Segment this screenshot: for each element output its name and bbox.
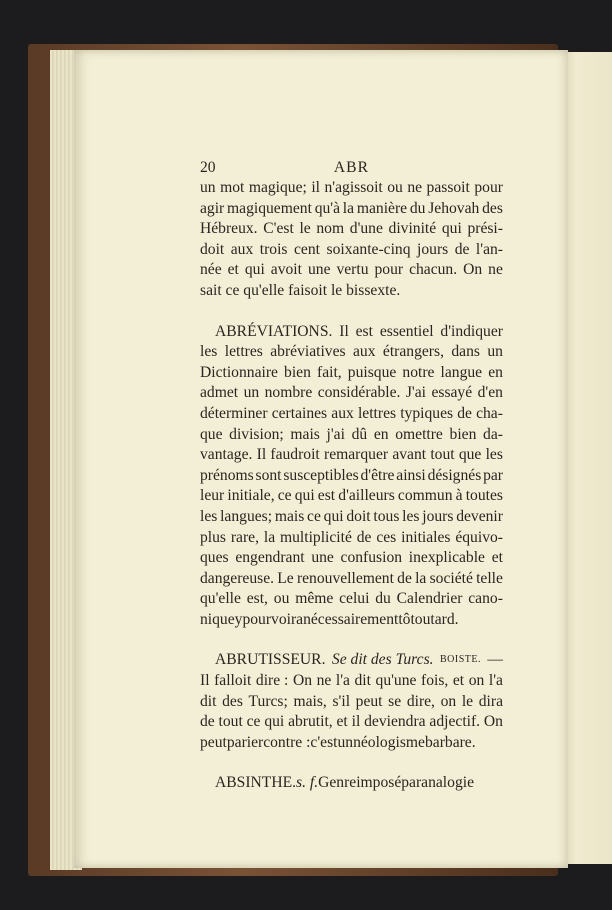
word: ce — [246, 713, 261, 731]
running-head: ABR — [333, 159, 369, 176]
word: dans — [451, 343, 480, 361]
word: qu'une — [375, 672, 417, 690]
word: contre : — [263, 733, 311, 751]
word: n'agissoit — [324, 179, 383, 196]
word: Il — [256, 446, 267, 464]
word: tout — [218, 713, 243, 731]
word: initiale, — [227, 487, 275, 505]
word: née — [200, 261, 222, 279]
word: leur — [200, 487, 225, 505]
word: essentiel — [379, 322, 434, 340]
text-line — [200, 507, 503, 528]
word: qui — [244, 261, 265, 279]
paragraph-gap — [200, 630, 503, 650]
word: lettres — [224, 343, 263, 361]
word: division; — [229, 425, 284, 443]
word: s'il — [332, 692, 351, 710]
word: trois — [259, 240, 288, 258]
word: les — [402, 507, 420, 525]
word: d'ailleurs — [338, 487, 395, 505]
word: Dictionnaire — [200, 363, 278, 381]
text-line — [200, 199, 503, 220]
word: commun — [397, 487, 453, 505]
text-line — [200, 712, 503, 733]
word: Genre — [318, 774, 357, 792]
text-line — [200, 733, 503, 754]
word: c'est — [310, 733, 338, 751]
word: langues; — [220, 507, 273, 525]
text-line — [200, 281, 503, 302]
word: se — [388, 692, 402, 710]
word: est — [317, 487, 336, 505]
word: toutes — [465, 487, 503, 505]
word: aux — [230, 240, 254, 258]
word: des — [482, 199, 503, 217]
word: on — [440, 692, 457, 710]
word: ABRÉVIATIONS. — [215, 322, 333, 340]
word: cano- — [468, 590, 503, 608]
word: engendrant — [235, 549, 305, 567]
word: qui — [441, 220, 462, 238]
word: qui — [264, 713, 285, 731]
word: imposé — [356, 774, 402, 792]
word: parier — [226, 733, 264, 751]
word: néologisme — [353, 733, 425, 751]
word: magiquement — [227, 199, 312, 217]
word: prési- — [467, 220, 503, 238]
word: peut — [355, 692, 383, 710]
word: ou — [414, 610, 431, 628]
word: par — [401, 774, 422, 792]
word: des — [222, 692, 243, 710]
text-line — [200, 466, 503, 487]
word: d'une — [349, 220, 383, 238]
word: peut — [200, 733, 227, 751]
word: dit — [200, 692, 217, 710]
word: jours — [417, 240, 449, 258]
word: les — [485, 446, 503, 464]
word: Calendrier — [396, 590, 463, 608]
word: bien — [284, 363, 311, 381]
word: il — [311, 179, 321, 196]
word: l'a — [335, 672, 350, 690]
word: qu'elle — [200, 590, 241, 608]
word: notre — [402, 363, 435, 381]
word: aux — [331, 404, 354, 422]
text-line — [200, 610, 503, 631]
word: aux — [353, 343, 376, 361]
word: admet — [200, 384, 239, 402]
word: divinité — [388, 220, 437, 238]
text-line — [200, 548, 503, 569]
word: sait ce qu'elle faisoit le bissexte. — [200, 281, 401, 299]
word: remarquer — [324, 446, 389, 464]
word: ainsi — [396, 466, 426, 484]
word: multiplicité — [279, 528, 352, 546]
word: les — [200, 507, 218, 525]
word: d'être — [360, 466, 395, 484]
word: que — [458, 446, 482, 464]
word: on — [468, 672, 485, 690]
word: il — [351, 713, 361, 731]
word: On — [463, 261, 483, 279]
word: telle — [476, 569, 503, 587]
word: le — [461, 692, 474, 710]
word: initiales — [401, 528, 451, 546]
word: de — [454, 240, 470, 258]
word: un — [487, 343, 503, 361]
word: pour — [474, 179, 503, 196]
word: cent — [294, 240, 320, 258]
word: barbare. — [424, 733, 476, 751]
word: mais — [290, 425, 320, 443]
word: avant — [392, 446, 427, 464]
word: deviendra — [364, 713, 426, 731]
text-line — [200, 589, 503, 610]
word: mais, — [293, 692, 327, 710]
word: On — [292, 672, 313, 690]
word: est, — [246, 590, 268, 608]
word: même — [295, 590, 334, 608]
word: dire, — [406, 692, 435, 710]
word: typiques — [400, 404, 454, 422]
word: du — [375, 590, 391, 608]
word: analogie — [421, 774, 474, 792]
word: lettres — [357, 404, 397, 422]
word: étrangers, — [382, 343, 444, 361]
word: abréviatives — [270, 343, 346, 361]
word: mot — [220, 179, 245, 196]
word: de — [200, 713, 215, 731]
word: faudroit — [270, 446, 320, 464]
word: par — [483, 466, 503, 484]
word: On — [483, 713, 503, 731]
text-line — [200, 569, 503, 590]
word: ou — [387, 179, 403, 196]
word: tous — [373, 507, 400, 525]
word: nécessairement — [303, 610, 399, 628]
word: rare, — [230, 528, 259, 546]
word: ou — [273, 590, 290, 608]
word: J'ai — [405, 384, 426, 402]
text-line — [200, 260, 503, 281]
word: abrutit, — [288, 713, 333, 731]
word: ne — [316, 672, 332, 690]
word: d'indiquer — [440, 322, 503, 340]
word: y — [234, 610, 243, 628]
word: dit — [354, 672, 371, 690]
word: dira — [478, 692, 503, 710]
word: ques — [200, 549, 229, 567]
word: de — [457, 404, 472, 422]
word: la — [263, 528, 276, 546]
word: qui — [294, 487, 315, 505]
word: une — [307, 261, 331, 279]
word: doit — [346, 507, 371, 525]
text-line — [200, 322, 503, 343]
word: et — [336, 713, 348, 731]
word: sont — [255, 466, 282, 484]
word: manière — [356, 199, 408, 217]
word: pourvoira — [242, 610, 304, 628]
word: qu'à — [314, 199, 341, 217]
word: de — [397, 569, 412, 587]
word: jours — [422, 507, 454, 525]
word: soixante-cinq — [326, 240, 411, 258]
word: du — [409, 199, 426, 217]
word: ABSINTHE. — [215, 774, 296, 792]
word: tôt — [398, 610, 415, 628]
word: agir — [200, 199, 225, 217]
page-text — [200, 158, 503, 794]
text-line — [200, 445, 503, 466]
text-line — [200, 240, 503, 261]
word: la — [415, 569, 427, 587]
word: une — [311, 549, 334, 567]
word: adjectif. — [429, 713, 481, 731]
word: est — [355, 322, 373, 340]
word: nom — [316, 220, 345, 238]
word: inexplicable — [408, 549, 485, 567]
word: omettre — [395, 425, 443, 443]
word: Turcs; — [248, 692, 288, 710]
word: magique; — [248, 179, 307, 196]
word: ABRUTISSEUR. — [215, 651, 326, 669]
word: un — [243, 384, 260, 402]
word: vantage. — [200, 446, 253, 464]
word: renouvellement — [296, 569, 394, 587]
word: celui — [339, 590, 370, 608]
word: C'est — [263, 220, 294, 238]
word: dire : — [255, 672, 289, 690]
word: et — [491, 549, 503, 567]
word: ne — [407, 179, 423, 196]
word: Hébreux. — [200, 220, 258, 238]
word: nique — [200, 610, 235, 628]
word: — — [487, 651, 503, 669]
word: pour — [374, 261, 404, 279]
text-line — [200, 650, 503, 671]
text-line — [200, 671, 503, 692]
word: le — [299, 220, 311, 238]
word: avoit — [270, 261, 302, 279]
word: la — [342, 199, 355, 217]
word: passoit — [426, 179, 470, 196]
word: dangereuse. — [200, 569, 275, 587]
text-line — [200, 178, 503, 199]
word: déterminer — [200, 404, 268, 422]
word: mais — [274, 507, 305, 525]
word: les — [200, 343, 218, 361]
text-line — [200, 363, 503, 384]
word: d'en — [477, 384, 503, 402]
word: désignés — [427, 466, 482, 484]
word: confusion — [340, 549, 403, 567]
word: un — [200, 179, 216, 196]
word: plus — [200, 528, 226, 546]
word: da- — [483, 425, 503, 443]
text-line — [200, 383, 503, 404]
word: BOISTE. — [439, 654, 481, 666]
page-number: 20 — [200, 159, 216, 176]
text-line — [200, 404, 503, 425]
body-lines — [200, 178, 503, 794]
word: Le — [277, 569, 294, 587]
word: nombre — [264, 384, 313, 402]
word: Se dit des Turcs. — [331, 651, 434, 669]
paragraph-gap — [200, 753, 503, 773]
word: que — [200, 425, 223, 443]
page-header — [200, 158, 503, 178]
word: tout — [430, 446, 455, 464]
text-line — [200, 342, 503, 363]
word: puisque — [347, 363, 397, 381]
word: vertu — [336, 261, 369, 279]
word: tard. — [430, 610, 459, 628]
word: chacun. — [409, 261, 458, 279]
word: Jehovah — [428, 199, 480, 217]
word: l'a — [488, 672, 503, 690]
word: et — [227, 261, 239, 279]
word: fois, — [421, 672, 449, 690]
word: falloit — [214, 672, 252, 690]
text-line — [200, 692, 503, 713]
text-line — [200, 486, 503, 507]
word: fait, — [317, 363, 342, 381]
word: ces — [376, 528, 397, 546]
word: cha- — [476, 404, 503, 422]
paragraph-gap — [200, 302, 503, 322]
word: considérable. — [317, 384, 401, 402]
word: ce — [277, 487, 292, 505]
word: devenir — [456, 507, 503, 525]
word: doit — [200, 240, 225, 258]
text-line — [200, 425, 503, 446]
word: de — [356, 528, 372, 546]
word: qui — [323, 507, 344, 525]
word: Il — [339, 322, 349, 340]
text-line — [200, 773, 503, 794]
word: langue — [440, 363, 483, 381]
text-line — [200, 219, 503, 240]
word: dû — [351, 425, 368, 443]
word: ce — [307, 507, 321, 525]
word: s. f. — [296, 774, 319, 792]
word: équivo- — [455, 528, 503, 546]
word: un — [337, 733, 354, 751]
word: prénoms — [200, 466, 254, 484]
word: à — [455, 487, 463, 505]
word: l'an- — [475, 240, 503, 258]
word: essayé — [431, 384, 473, 402]
word: Il — [200, 672, 210, 690]
word: société — [429, 569, 473, 587]
word: j'ai — [326, 425, 345, 443]
word: certaines — [271, 404, 328, 422]
word: en — [373, 425, 389, 443]
word: bien — [449, 425, 477, 443]
word: en — [488, 363, 503, 381]
text-line — [200, 528, 503, 549]
word: et — [452, 672, 465, 690]
word: ne — [488, 261, 503, 279]
word: susceptibles — [283, 466, 359, 484]
